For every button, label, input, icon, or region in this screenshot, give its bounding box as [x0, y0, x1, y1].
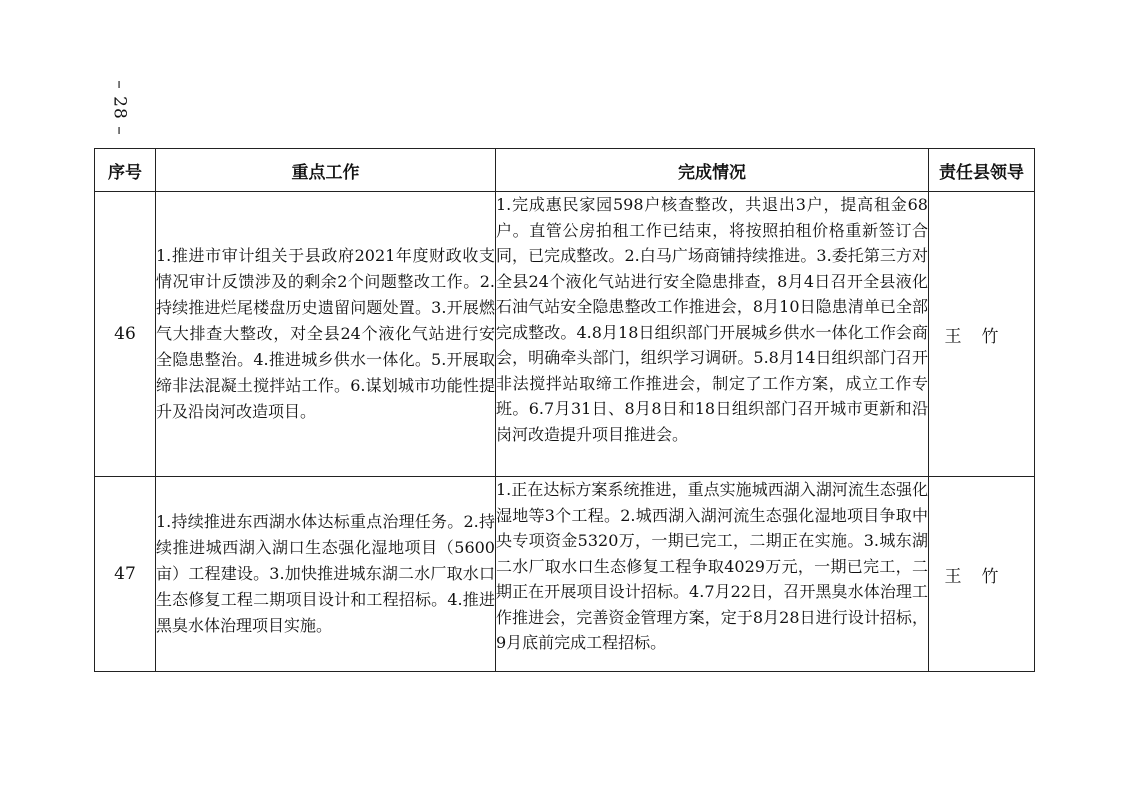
header-completion-status: 完成情况	[496, 149, 929, 192]
row-completion-status: 1.完成惠民家园598户核查整改，共退出3户，提高租金68户。直管公房拍租工作已结束，将按照拍租价格重新签订合同，已完成整改。2.白马广场商铺持续推进。3.委托第三方对全县24个液化气站进行安全隐患排查，8月4日召开全县液化石油气站安全隐患整改工作推进会，8月10日隐患清单已全部完成整改。4.8月18日组织部门开展城乡供水一体化工作会商会，明确牵头部门，组织学习调研。5.8月14日组织部门召开非法搅拌站取缔工作推进会，制定了工作方案，成立工作专班。6.7月31日、8月8日和18日组织部门召开城市更新和沿岗河改造提升项目推进会。	[496, 192, 929, 477]
row-key-work: 1.推进市审计组关于县政府2021年度财政收支情况审计反馈涉及的剩余2个问题整改工作。2.持续推进烂尾楼盘历史遗留问题处置。3.开展燃气大排查大整改，对全县24个液化气站进行安全隐患整治。4.推进城乡供水一体化。5.开展取缔非法混凝土搅拌站工作。6.谋划城市功能性提升及沿岗河改造项目。	[156, 192, 496, 477]
table-header-row	[95, 149, 1035, 192]
table-row	[95, 192, 1035, 477]
page-number	[103, 78, 137, 138]
row-responsible-leader: 王竹	[929, 477, 1035, 672]
row-responsible-leader: 王竹	[929, 192, 1035, 477]
row-key-work: 1.持续推进东西湖水体达标重点治理任务。2.持续推进城西湖入湖口生态强化湿地项目（5600亩）工程建设。3.加快推进城东湖二水厂取水口生态修复工程二期项目设计和工程招标。4.推进黑臭水体治理项目实施。	[156, 477, 496, 672]
header-responsible-leader: 责任县领导	[929, 149, 1035, 192]
row-serial-number: 47	[95, 477, 156, 672]
header-key-work: 重点工作	[156, 149, 496, 192]
page-number-text: – 28 –	[110, 80, 131, 136]
table-row	[95, 477, 1035, 672]
work-progress-table	[94, 148, 1035, 672]
header-serial-number: 序号	[95, 149, 156, 192]
row-completion-status: 1.正在达标方案系统推进，重点实施城西湖入湖河流生态强化湿地等3个工程。2.城西湖入湖河流生态强化湿地项目争取中央专项资金5320万，一期已完工，二期正在实施。3.城东湖二水厂取水口生态修复工程争取4029万元，一期已完工，二期正在开展项目设计招标。4.7月22日，召开黑臭水体治理工作推进会，完善资金管理方案，定于8月28日进行设计招标，9月底前完成工程招标。	[496, 477, 929, 672]
row-serial-number: 46	[95, 192, 156, 477]
